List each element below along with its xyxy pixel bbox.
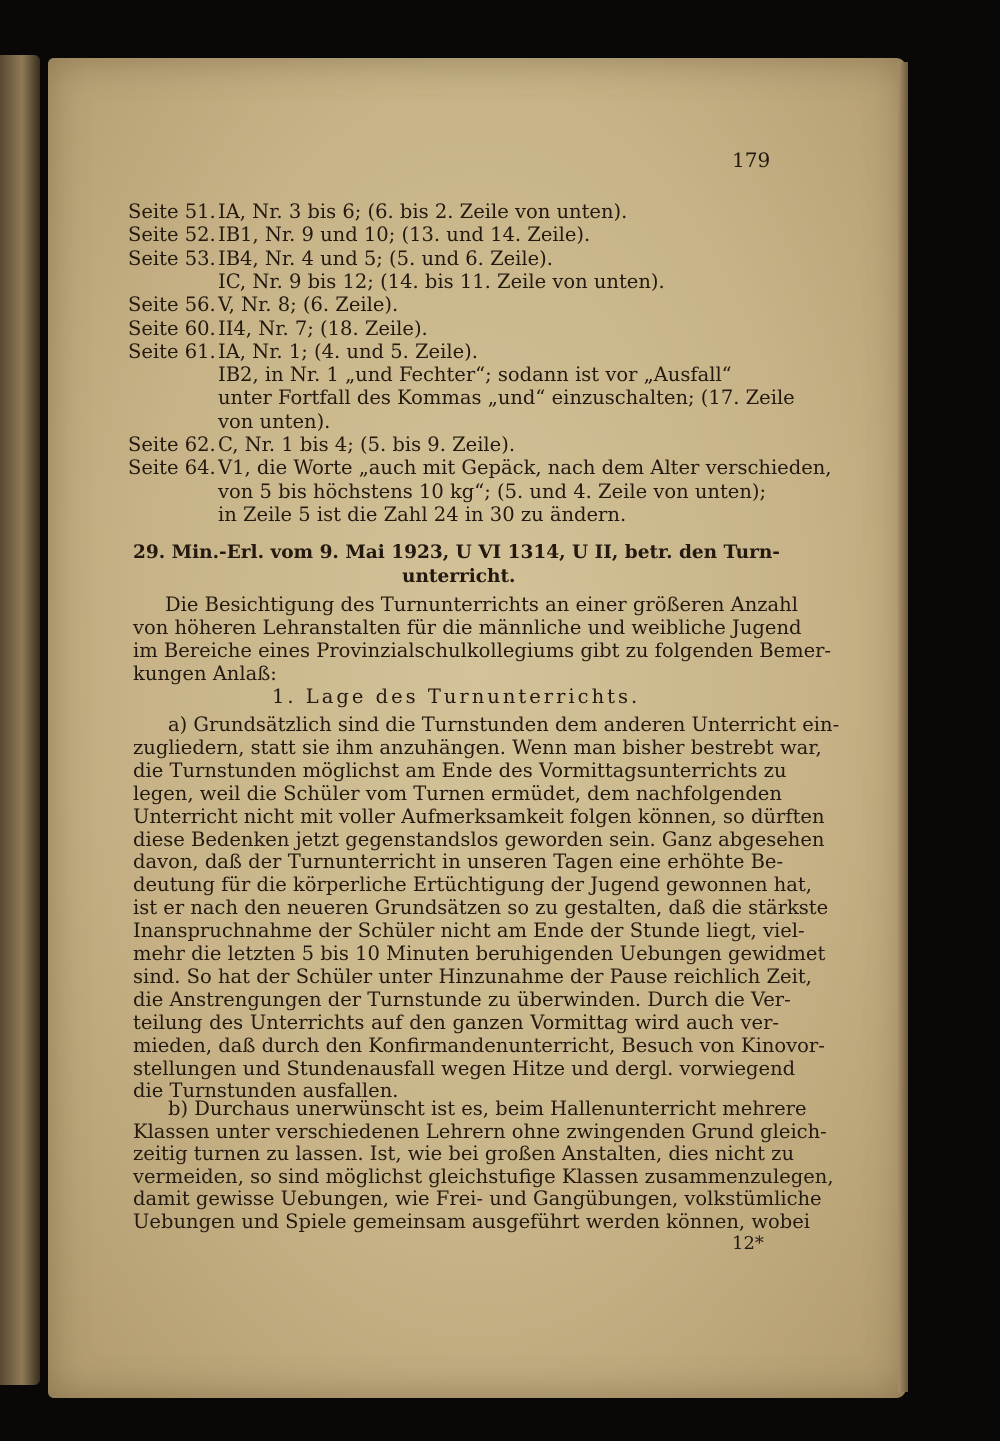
correction-text: C, Nr. 1 bis 4; (5. bis 9. Zeile). (218, 433, 516, 456)
correction-text: IB4, Nr. 4 und 5; (5. und 6. Zeile). (218, 246, 553, 270)
text-line: Unterricht nicht mit voller Aufmerksamkeit folgen können, so dürften (133, 804, 825, 828)
correction-text: unter Fortfall des Kommas „und“ einzuschalten; (17. Zeile (218, 386, 795, 410)
correction-text: IC, Nr. 9 bis 12; (14. bis 11. Zeile von unten). (218, 269, 665, 293)
subsection-title: 1. Lage des Turnunterrichts. (272, 685, 641, 708)
correction-text: V, Nr. 8; (6. Zeile). (218, 293, 399, 317)
correction-text: IB2, in Nr. 1 „und Fechter“; sodann ist vor „Ausfall“ (218, 363, 732, 387)
text-line: Inanspruchnahme der Schüler nicht am Ende der Stunde liegt, viel- (133, 919, 805, 943)
correction-page-label: Seite 53. (128, 246, 216, 270)
correction-text: von unten). (218, 409, 331, 433)
text-line: a) Grundsätzlich sind die Turnstunden dem anderen Unterricht ein- (168, 713, 840, 736)
correction-text: IA, Nr. 3 bis 6; (6. bis 2. Zeile von unten). (218, 200, 628, 223)
text-line: vermeiden, so sind möglichst gleichstufige Klassen zusammenzulegen, (133, 1164, 834, 1188)
text-line: kungen Anlaß: (133, 662, 277, 685)
correction-text: IB1, Nr. 9 und 10; (13. und 14. Zeile). (218, 223, 591, 247)
section-heading-line-1: 29. Min.-Erl. vom 9. Mai 1923, U VI 1314, U II, betr. den Turn- (133, 542, 780, 563)
section-heading-line-2: unterricht. (402, 566, 516, 587)
text-line: legen, weil die Schüler vom Turnen ermüdet, dem nachfolgenden (133, 781, 782, 805)
text-line: b) Durchaus unerwünscht ist es, beim Hallenunterricht mehrere (168, 1097, 807, 1120)
correction-page-label: Seite 62. (128, 433, 216, 456)
text-line: Klassen unter verschiedenen Lehrern ohne zwingenden Grund gleich- (133, 1119, 827, 1143)
text-line: Uebungen und Spiele gemeinsam ausgeführt werden können, wobei (133, 1209, 811, 1233)
text-line: deutung für die körperliche Ertüchtigung der Jugend gewonnen hat, (133, 873, 812, 897)
text-line: mehr die letzten 5 bis 10 Minuten beruhigenden Uebungen gewidmet (133, 942, 826, 965)
text-line: die Turnstunden möglichst am Ende des Vormittagsunterrichts zu (133, 758, 787, 782)
correction-text: II4, Nr. 7; (18. Zeile). (218, 316, 428, 340)
text-line: diese Bedenken jetzt gegenstandslos geworden sein. Ganz abgesehen (133, 827, 825, 851)
text-line: stellungen und Stundenausfall wegen Hitze und dergl. vorwiegend (133, 1056, 796, 1080)
signature-mark: 12* (732, 1233, 764, 1254)
correction-page-label: Seite 64. (128, 456, 216, 480)
text-line: die Turnstunden ausfallen. (133, 1079, 399, 1103)
correction-text: V1, die Worte „auch mit Gepäck, nach dem Alter verschieden, (218, 456, 832, 480)
correction-page-label: Seite 61. (128, 339, 216, 363)
text-line: zugliedern, statt sie ihm anzuhängen. Wenn man bisher bestrebt war, (133, 735, 822, 759)
text-line: davon, daß der Turnunterricht in unseren Tagen eine erhöhte Be- (133, 850, 784, 874)
text-line: zeitig turnen zu lassen. Ist, wie bei großen Anstalten, dies nicht zu (133, 1142, 795, 1165)
correction-page-label: Seite 52. (128, 223, 216, 247)
correction-page-label: Seite 56. (128, 293, 216, 317)
text-line: Die Besichtigung des Turnunterrichts an einer größeren Anzahl (165, 593, 798, 616)
text-line: sind. So hat der Schüler unter Hinzunahme der Pause reichlich Zeit, (133, 964, 812, 988)
text-line: ist er nach den neueren Grundsätzen so zu gestalten, daß die stärkste (133, 896, 829, 920)
correction-text: IA, Nr. 1; (4. und 5. Zeile). (218, 339, 478, 363)
text-line: mieden, daß durch den Konfirmandenunterricht, Besuch von Kinovor- (133, 1033, 825, 1057)
left-page-edge (0, 55, 40, 1385)
text-line: damit gewisse Uebungen, wie Frei- und Gangübungen, volkstümliche (133, 1187, 822, 1210)
correction-text: in Zeile 5 ist die Zahl 24 in 30 zu ändern. (218, 502, 627, 526)
page-number: 179 (732, 148, 771, 172)
correction-page-label: Seite 51. (128, 200, 216, 223)
text-line: von höheren Lehranstalten für die männliche und weibliche Jugend (133, 616, 802, 639)
text-line: teilung des Unterrichts auf den ganzen Vormittag wird auch ver- (133, 1010, 779, 1034)
text-line: die Anstrengungen der Turnstunde zu überwinden. Durch die Ver- (133, 987, 791, 1011)
correction-text: von 5 bis höchstens 10 kg“; (5. und 4. Zeile von unten); (218, 479, 767, 503)
correction-page-label: Seite 60. (128, 316, 216, 340)
text-line: im Bereiche eines Provinzialschulkollegiums gibt zu folgenden Bemer- (133, 639, 832, 662)
page-stack-edge (898, 62, 908, 1392)
